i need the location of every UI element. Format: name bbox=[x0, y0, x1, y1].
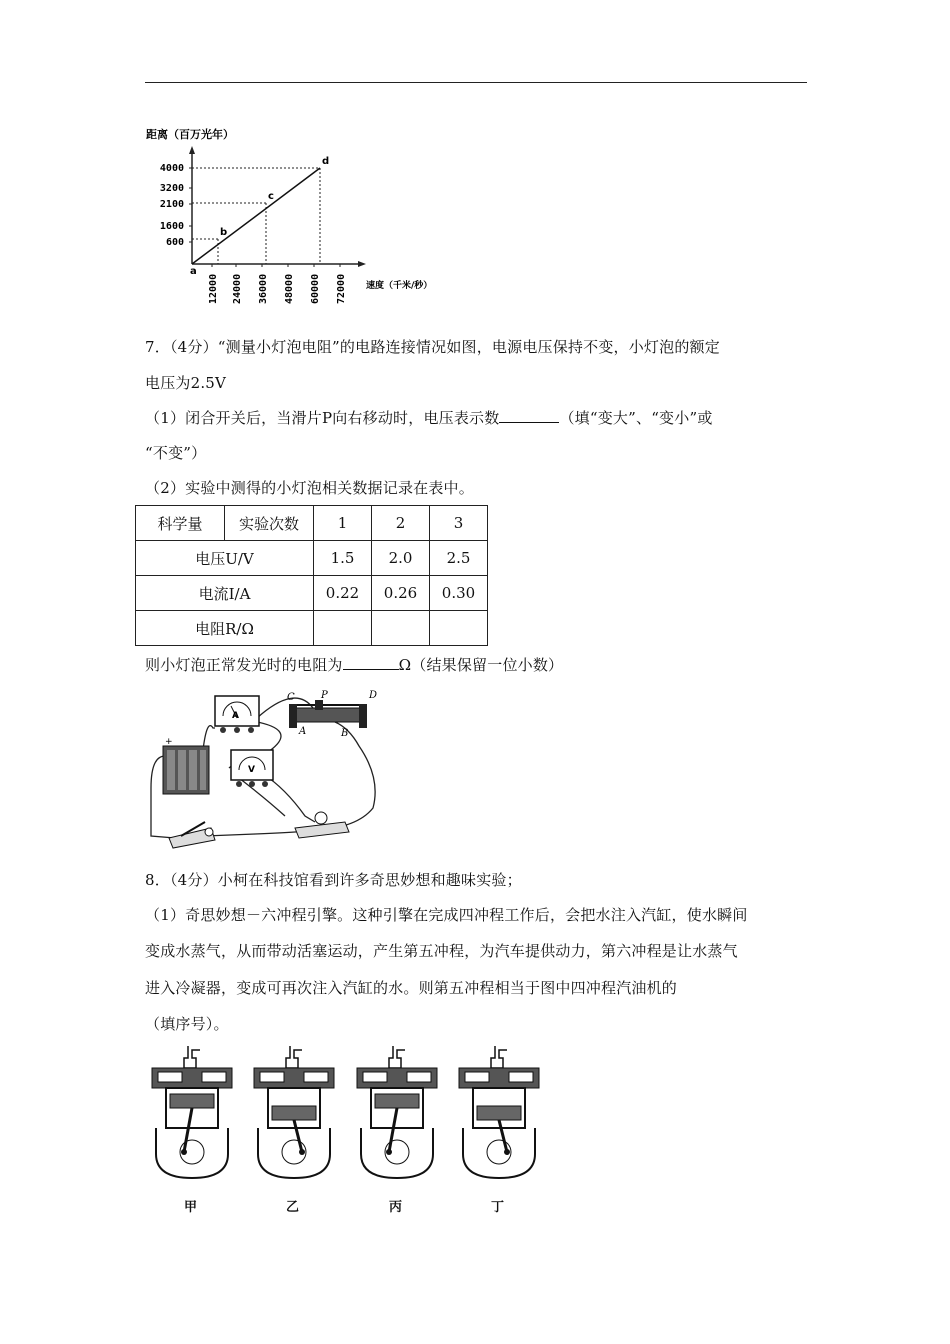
y-tick-label: 3200 bbox=[159, 183, 184, 194]
table-cell: 2.0 bbox=[372, 541, 430, 576]
row-label: 电阻R/Ω bbox=[136, 611, 314, 646]
x-tick-label: 60000 bbox=[310, 273, 321, 304]
x-tick-label: 72000 bbox=[336, 273, 347, 304]
point-label: a bbox=[190, 266, 197, 277]
point-label: d bbox=[322, 156, 330, 167]
battery-pack bbox=[163, 737, 209, 794]
bulb bbox=[295, 812, 349, 838]
row-label: 电流I/A bbox=[136, 576, 314, 611]
table-cell: 1.5 bbox=[314, 541, 372, 576]
hubble-chart bbox=[140, 118, 433, 308]
engine-label: 丙 bbox=[389, 1200, 403, 1215]
engine-figure bbox=[148, 1044, 236, 1188]
rheostat-label-b: B bbox=[341, 728, 349, 739]
table-row bbox=[136, 576, 488, 611]
engine-figure bbox=[250, 1044, 338, 1188]
q7-after-b: Ω（结果保留一位小数） bbox=[398, 656, 564, 674]
q7-after-a: 则小灯泡正常发光时的电阻为 bbox=[145, 656, 343, 674]
y-tick-label: 4000 bbox=[159, 163, 184, 174]
table-cell: 0.30 bbox=[430, 576, 488, 611]
header-rule bbox=[145, 82, 807, 83]
table-header-trial: 1 bbox=[314, 506, 372, 541]
x-axis-arrow bbox=[358, 261, 366, 267]
x-tick-label: 24000 bbox=[232, 273, 243, 304]
voltmeter-label: V bbox=[248, 765, 255, 775]
table-header-trial: 3 bbox=[430, 506, 488, 541]
y-tick-label: 1600 bbox=[159, 221, 184, 232]
chart-ylabel: 距离（百万光年） bbox=[146, 128, 234, 141]
table-header-trial: 2 bbox=[372, 506, 430, 541]
ammeter-label: A bbox=[232, 711, 239, 721]
q7-part1 bbox=[145, 407, 713, 428]
ammeter bbox=[215, 696, 259, 733]
engine-label: 乙 bbox=[286, 1200, 300, 1215]
row-label: 电压U/V bbox=[136, 541, 314, 576]
table-cell-empty[interactable] bbox=[314, 611, 372, 646]
rheostat-label-a: A bbox=[299, 726, 307, 737]
point-label: b bbox=[220, 227, 228, 238]
q7-header: 7．（4分）“测量小灯泡电阻”的电路连接情况如图，电源电压保持不变，小灯泡的额定 bbox=[145, 338, 720, 356]
x-tick-label: 36000 bbox=[258, 273, 269, 304]
circuit-diagram bbox=[145, 688, 395, 848]
svg-text:+: + bbox=[165, 737, 173, 747]
y-axis-arrow bbox=[189, 146, 195, 154]
q7-part1-c: “不变”） bbox=[145, 444, 207, 462]
q7-part1-a: （1）闭合开关后，当滑片P向右移动时，电压表示数 bbox=[145, 409, 500, 427]
engine-figure bbox=[455, 1044, 543, 1188]
switch bbox=[169, 822, 215, 848]
table-row bbox=[136, 541, 488, 576]
y-tick-label: 600 bbox=[165, 237, 184, 248]
chart-xlabel: 速度（千米/秒） bbox=[366, 281, 433, 291]
q7-part1-b: （填“变大”、“变小”或 bbox=[559, 409, 713, 427]
table-cell: 2.5 bbox=[430, 541, 488, 576]
table-cell: 0.22 bbox=[314, 576, 372, 611]
engine-icon bbox=[353, 1044, 441, 1184]
engine-icon bbox=[455, 1044, 543, 1184]
engine-icon bbox=[148, 1044, 236, 1184]
table-cell: 0.26 bbox=[372, 576, 430, 611]
y-tick-label: 2100 bbox=[159, 199, 184, 210]
q8-line2: 变成水蒸气，从而带动活塞运动，产生第五冲程，为汽车提供动力，第六冲程是让水蒸气 bbox=[145, 942, 738, 960]
q7-answer-blank-1[interactable] bbox=[499, 408, 559, 423]
table-row bbox=[136, 611, 488, 646]
engine-label: 丁 bbox=[491, 1200, 505, 1215]
rheostat-label-d: D bbox=[369, 690, 378, 701]
q8-line1: （1）奇思妙想－六冲程引擎。这种引擎在完成四冲程工作后，会把水注入汽缸，使水瞬间 bbox=[145, 906, 748, 924]
q8-header: 8．（4分）小柯在科技馆看到许多奇思妙想和趣味实验； bbox=[145, 871, 522, 889]
wire bbox=[263, 774, 315, 822]
q7-part2: （2）实验中测得的小灯泡相关数据记录在表中。 bbox=[145, 479, 474, 497]
wire bbox=[239, 778, 285, 816]
x-tick-label: 12000 bbox=[208, 273, 219, 304]
voltmeter bbox=[231, 750, 273, 787]
point-label: c bbox=[268, 191, 274, 202]
engine-icon bbox=[250, 1044, 338, 1184]
q7-header-cont: 电压为2.5V bbox=[145, 374, 227, 392]
q8-line3-text: 进入冷凝器，变成可再次注入汽缸的水。则第五冲程相当于图中四冲程汽油机的 bbox=[145, 979, 678, 997]
table-header-quantity: 科学量 bbox=[136, 506, 225, 541]
q8-line4: （填序号）。 bbox=[145, 1015, 229, 1033]
rheostat-label-p: P bbox=[321, 690, 328, 701]
engine-label: 甲 bbox=[184, 1200, 198, 1215]
q7-answer-blank-2[interactable] bbox=[343, 655, 399, 670]
q8-line3 bbox=[145, 977, 677, 998]
engine-figure bbox=[353, 1044, 441, 1188]
table-cell-empty[interactable] bbox=[372, 611, 430, 646]
x-tick-label: 48000 bbox=[284, 273, 295, 304]
data-table bbox=[135, 505, 488, 646]
table-header-trials: 实验次数 bbox=[225, 506, 314, 541]
rheostat-label-c: C bbox=[287, 692, 295, 703]
table-cell-empty[interactable] bbox=[430, 611, 488, 646]
series-line bbox=[192, 168, 320, 264]
q7-after bbox=[145, 654, 563, 675]
table-header-row bbox=[136, 506, 488, 541]
rheostat bbox=[287, 690, 377, 739]
